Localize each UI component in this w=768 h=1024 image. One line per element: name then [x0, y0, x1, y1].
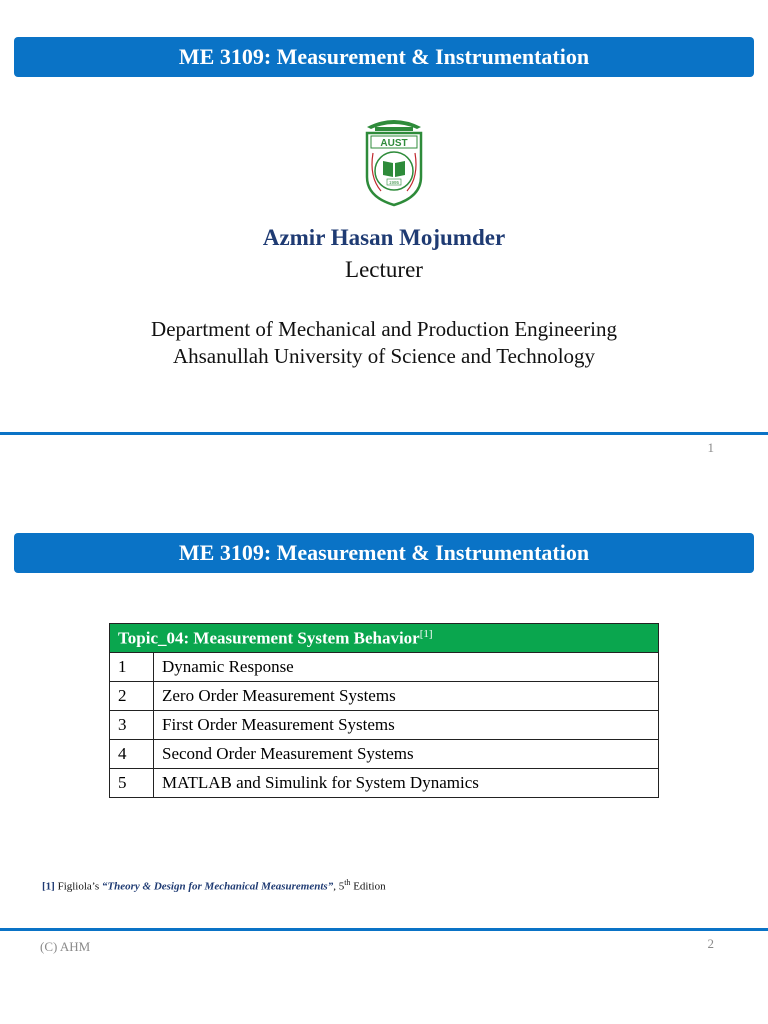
- row-number: 5: [110, 769, 154, 798]
- footnote: [42, 878, 386, 893]
- slide-title: ME 3109: Measurement & Instrumentation: [14, 533, 754, 573]
- row-number: 3: [110, 711, 154, 740]
- university-logo: [363, 115, 425, 207]
- department-name: Department of Mechanical and Production Engineering: [151, 317, 617, 341]
- table-header-row: [110, 624, 659, 653]
- table-row: [110, 769, 659, 798]
- table-row: [110, 740, 659, 769]
- table-row: [110, 682, 659, 711]
- table-header-ref: [1]: [419, 627, 433, 640]
- university-name: Ahsanullah University of Science and Technology: [172, 344, 596, 368]
- footnote-sup: th: [344, 878, 351, 887]
- logo-year: 1995: [388, 180, 400, 185]
- footnote-book-title: “Theory & Design for Mechanical Measurements”: [101, 880, 334, 893]
- copyright: (C) AHM: [40, 939, 91, 954]
- row-topic: MATLAB and Simulink for System Dynamics: [154, 769, 659, 798]
- footnote-suffix: Edition: [350, 880, 386, 893]
- page-number: 2: [707, 936, 714, 951]
- table-row: [110, 653, 659, 682]
- slide-title: ME 3109: Measurement & Instrumentation: [14, 37, 754, 77]
- footnote-prefix: Figliola’s: [54, 880, 102, 893]
- slide-2: [0, 496, 768, 1024]
- page-number: 1: [707, 440, 714, 455]
- row-topic: Second Order Measurement Systems: [154, 740, 659, 769]
- row-number: 2: [110, 682, 154, 711]
- footnote-ref: [1]: [42, 880, 55, 893]
- row-number: 4: [110, 740, 154, 769]
- row-number: 1: [110, 653, 154, 682]
- author-name: Azmir Hasan Mojumder: [262, 225, 506, 250]
- table-header: [110, 624, 659, 653]
- table-row: [110, 711, 659, 740]
- row-topic: Dynamic Response: [154, 653, 659, 682]
- topic-table: [109, 623, 659, 798]
- footnote-sep: , 5: [333, 880, 345, 893]
- logo-text: AUST: [380, 138, 408, 149]
- row-topic: First Order Measurement Systems: [154, 711, 659, 740]
- footer-rule: [0, 928, 768, 931]
- author-role: Lecturer: [345, 257, 423, 282]
- footer-rule: [0, 432, 768, 435]
- table-header-text: Topic_04: Measurement System Behavior: [118, 628, 420, 648]
- row-topic: Zero Order Measurement Systems: [154, 682, 659, 711]
- slide-1: [0, 0, 768, 496]
- affiliation: [0, 316, 768, 370]
